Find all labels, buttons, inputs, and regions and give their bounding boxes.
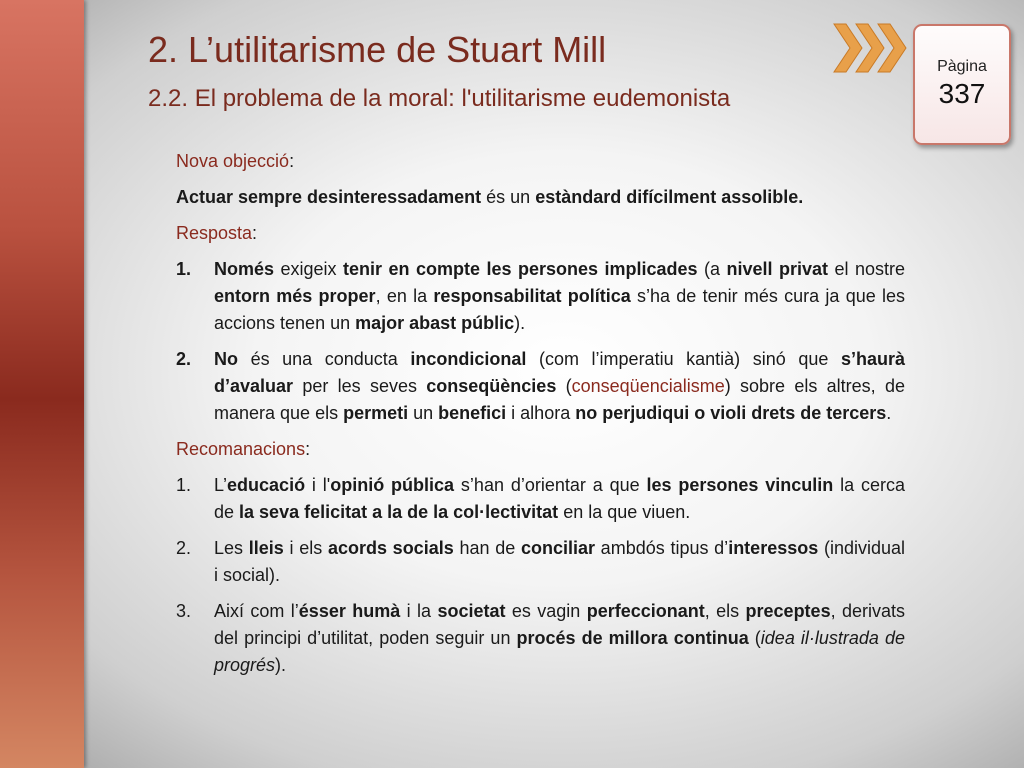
recommendation-item-2 xyxy=(176,535,905,589)
page-number: 337 xyxy=(938,78,986,109)
chevrons-icon xyxy=(832,22,912,74)
list-number: 2. xyxy=(176,349,192,369)
response-item-1 xyxy=(176,256,905,337)
highlighted-term: conseqüencialisme xyxy=(571,376,725,396)
list-number: 2. xyxy=(176,538,192,558)
objection-label: Nova objecció xyxy=(176,151,290,171)
response-label: Resposta xyxy=(176,223,253,243)
list-item-text: No és una conducta incondicional (com l’imperatiu kantià) sinó que s’haurà d’avaluar per les seves conseqüències (conseqüencialisme) sobre els altres, de manera que els permeti un benefici i alhora no perjudiqui o violi drets de tercers. xyxy=(214,349,905,423)
objection-text: Actuar sempre desinteressadament és un estàndard difícilment assolible. xyxy=(176,187,804,207)
italic-phrase: idea il·lustrada de progrés xyxy=(214,628,905,675)
slide-subtitle: 2.2. El problema de la moral: l'utilitarisme eudemonista xyxy=(148,85,731,112)
response-heading: Resposta: xyxy=(176,223,258,243)
page-number-box xyxy=(913,24,1011,145)
response-item-2 xyxy=(176,346,905,427)
list-number: 1. xyxy=(176,475,192,495)
recommendation-item-1 xyxy=(176,472,905,526)
list-item-text: L’educació i l'opinió pública s’han d’orientar a que les persones vinculin la cerca de la seva felicitat a la de la col·lectivitat en la que viuen. xyxy=(214,475,906,522)
list-item-text: Així com l’ésser humà i la societat es vagin perfeccionant, els preceptes, derivats del principi d’utilitat, poden seguir un procés de millora continua (idea il·lustrada de progrés). xyxy=(214,601,905,675)
slide-title: 2. L’utilitarisme de Stuart Mill xyxy=(148,29,607,70)
list-item-text: Les lleis i els acords socials han de conciliar ambdós tipus d’interessos (individual i social). xyxy=(214,538,905,585)
list-number: 3. xyxy=(176,601,192,621)
slide-content xyxy=(176,148,905,688)
recommendations-heading: Recomanacions: xyxy=(176,439,311,459)
objection-heading: Nova objecció: xyxy=(176,151,295,171)
recommendation-item-3 xyxy=(176,598,905,679)
page-label: Pàgina xyxy=(937,58,987,75)
list-item-text: Només exigeix tenir en compte les persones implicades (a nivell privat el nostre entorn més proper, en la responsabilitat política s’ha de tenir més cura ja que les accions tenen un major abast públic). xyxy=(214,259,906,333)
list-number: 1. xyxy=(176,259,192,279)
decorative-sidebar xyxy=(0,0,84,768)
recommendations-label: Recomanacions xyxy=(176,439,306,459)
